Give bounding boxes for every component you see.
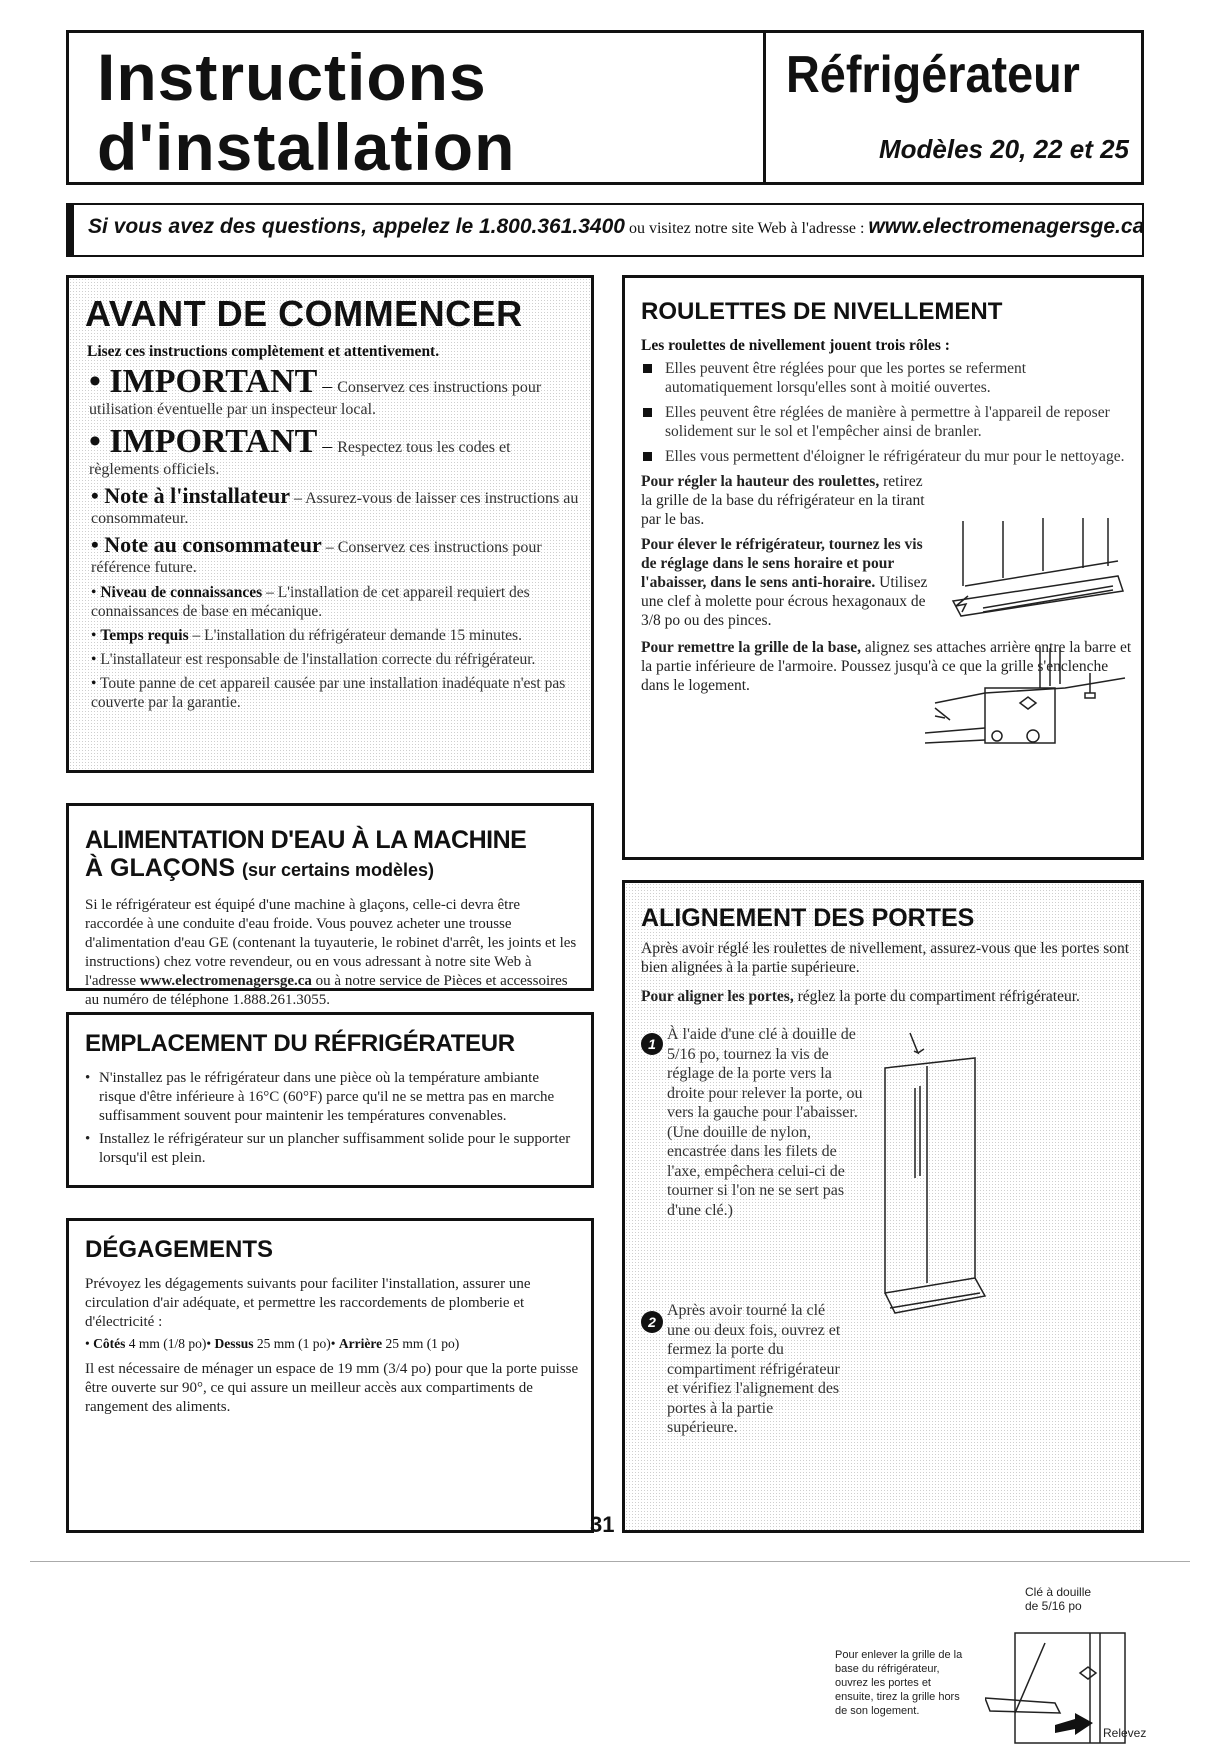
- roulettes-intro: Les roulettes de nivellement jouent trois rôles :: [641, 337, 950, 354]
- step-1-badge: 1: [641, 1033, 663, 1055]
- avant-item-4: • Note au consommateur – Conservez ces instructions pour référence future.: [91, 532, 542, 576]
- page-number: 31: [590, 1512, 615, 1537]
- roulettes-title: ROULETTES DE NIVELLEMENT: [641, 298, 1003, 325]
- avant-item-8: • Toute panne de cet appareil causée par une installation inadéquate n'est pas couverte par la garantie.: [91, 675, 566, 711]
- alignement-title: ALIGNEMENT DES PORTES: [641, 904, 975, 932]
- alignement-intro: Après avoir réglé les roulettes de nivellement, assurez-vous que les portes sont bien alignées à la partie supérieure.: [641, 940, 1130, 976]
- emplacement-section: [66, 1012, 594, 1188]
- contact-question: Si vous avez des questions, appelez le 1.800.361.3400: [88, 215, 625, 238]
- eau-title-line2: À GLAÇONS (sur certains modèles): [85, 854, 435, 882]
- eau-text: Si le réfrigérateur est équipé d'une machine à glaçons, celle-ci devra être raccordée à une conduite d'eau froide. Vous pouvez acheter une trousse d'alimentation d'eau GE (contenant la tuyauterie, le robinet d'arrêt, les joints et les instructions) chez votre revendeur, ou en vous adressant à notre site Web à l'adresse www.electromenagersge.ca ou à notre service de Pièces et accessoires au numéro de téléphone 1.888.261.3055.: [85, 897, 577, 1008]
- roulettes-section: [622, 275, 1144, 860]
- eau-website[interactable]: www.electromenagersge.ca: [139, 973, 312, 989]
- leveling-roller-illustration: [925, 648, 1135, 768]
- roulettes-p3: Pour remettre la grille de la base, alignez ses attaches arrière entre la barre et la partie inférieure de l'armoire. Poussez jusqu'à ce que la grille s'enclenche dans le logement.: [641, 639, 1132, 694]
- caption-cle: Clé à douille de 5/16 po: [1025, 1585, 1092, 1613]
- contact-middle: ou visitez notre site Web à l'adresse :: [624, 220, 869, 237]
- caption-grille: Pour enlever la grille de la base du réfrigérateur, ouvrez les portes et ensuite, tirez la grille hors de son logement.: [835, 1649, 963, 1717]
- emplacement-item-1: • N'installez pas le réfrigérateur dans une pièce où la température ambiante risque d'être inférieure à 16°C (60°F) parce qu'il ne se mettra pas en marche suffisamment souvent pour maintenir les températures convenables.: [85, 1069, 579, 1126]
- caption-relevez: Relevez: [1103, 1726, 1147, 1740]
- emplacement-item-2: • Installez le réfrigérateur sur un plancher suffisamment solide pour le supporter lorsqu'il est plein.: [85, 1130, 579, 1168]
- eau-section: [66, 803, 594, 1008]
- header-title-line2: d'installation: [97, 110, 516, 184]
- degagements-clearances: • Côtés 4 mm (1/8 po)• Dessus 25 mm (1 po)• Arrière 25 mm (1 po): [85, 1336, 460, 1351]
- avant-title: AVANT DE COMMENCER: [85, 293, 523, 334]
- avant-item-6: • Temps requis – L'installation du réfrigérateur demande 15 minutes.: [91, 627, 522, 644]
- avant-section: [66, 275, 594, 773]
- header-models: Modèles 20, 22 et 25: [878, 134, 1129, 164]
- degagements-text2: Il est nécessaire de ménager un espace de 19 mm (3/4 po) pour que la porte puisse être ouverte sur 90°, ce qui assure un meilleur accès aux compartiments de rangement des aliments.: [85, 1361, 579, 1415]
- roulettes-item-3: Elles vous permettent d'éloigner le réfrigérateur du mur pour le nettoyage.: [641, 447, 1133, 466]
- roulettes-item-1: Elles peuvent être réglées pour que les portes se referment automatiquement lorsqu'elles sont à moitié ouvertes.: [641, 359, 1133, 397]
- emplacement-title: EMPLACEMENT DU RÉFRIGÉRATEUR: [85, 1030, 515, 1057]
- eau-title-suffix: (sur certains modèles): [241, 860, 435, 880]
- degagements-title: DÉGAGEMENTS: [85, 1236, 274, 1263]
- bottom-rule: [30, 1561, 1190, 1562]
- step-2-badge: 2: [641, 1311, 663, 1333]
- avant-item-1: • IMPORTANT – Conservez ces instructions pour utilisation éventuelle par un inspecteur local.: [89, 363, 542, 418]
- header-title-box: [66, 30, 766, 185]
- avant-item-2: • IMPORTANT – Respectez tous les codes et règlements officiels.: [89, 423, 511, 478]
- grille-illustration: [943, 516, 1133, 626]
- wrench-illustration: [985, 1603, 986, 1604]
- roulettes-p1: Pour régler la hauteur des roulettes, retirez la grille de la base du réfrigérateur en la tirant par le bas.: [641, 473, 925, 528]
- avant-item-7: • L'installateur est responsable de l'installation correcte du réfrigérateur.: [91, 651, 536, 668]
- alignement-step2: Après avoir tourné la clé une ou deux fois, ouvrez et fermez la porte du compartiment réfrigérateur et vérifiez l'alignement des portes à la partie supérieure.: [667, 1302, 841, 1436]
- header-title-line1: Instructions: [97, 40, 487, 114]
- avant-item-5: • Niveau de connaissances – L'installation de cet appareil requiert des connaissances de base en mécanique.: [91, 584, 530, 620]
- degagements-section: [66, 1218, 594, 1533]
- refrigerator-illustration: [865, 1028, 995, 1328]
- header-product-box: [763, 30, 1144, 185]
- avant-item-3: • Note à l'installateur – Assurez-vous de laisser ces instructions au consommateur.: [91, 483, 579, 527]
- eau-title-line1: ALIMENTATION D'EAU À LA MACHINE: [85, 826, 527, 854]
- contact-bar: [66, 203, 1144, 257]
- alignement-section: [622, 880, 1147, 1740]
- contact-website[interactable]: www.electromenagersge.ca: [868, 215, 1145, 238]
- header-product: Réfrigérateur: [786, 46, 1080, 104]
- alignement-step1: À l'aide d'une clé à douille de 5/16 po, tournez la vis de réglage de la porte vers la droite pour relever la porte, ou vers la gauche pour l'abaisser. (Une douille de nylon, encastrée dans les filets de l'axe, empêchera celui-ci de tourner si l'on ne se sert pas d'une clé.): [667, 1026, 863, 1219]
- alignement-p1: Pour aligner les portes, réglez la porte du compartiment réfrigérateur.: [641, 988, 1080, 1005]
- degagements-text: Prévoyez les dégagements suivants pour faciliter l'installation, assurer une circulation d'air adéquate, et permettre les raccordements de plomberie et d'électricité :: [85, 1276, 531, 1330]
- roulettes-item-2: Elles peuvent être réglées de manière à permettre à l'appareil de reposer solidement sur le sol et l'empêcher ainsi de branler.: [641, 403, 1133, 441]
- roulettes-p2: Pour élever le réfrigérateur, tournez les vis de réglage dans le sens horaire et pour l'abaisser, dans le sens anti-horaire. Utilisez une clef à molette pour écrous hexagonaux de 3/8 po ou des pinces.: [641, 536, 928, 629]
- avant-intro: Lisez ces instructions complètement et attentivement.: [87, 343, 440, 360]
